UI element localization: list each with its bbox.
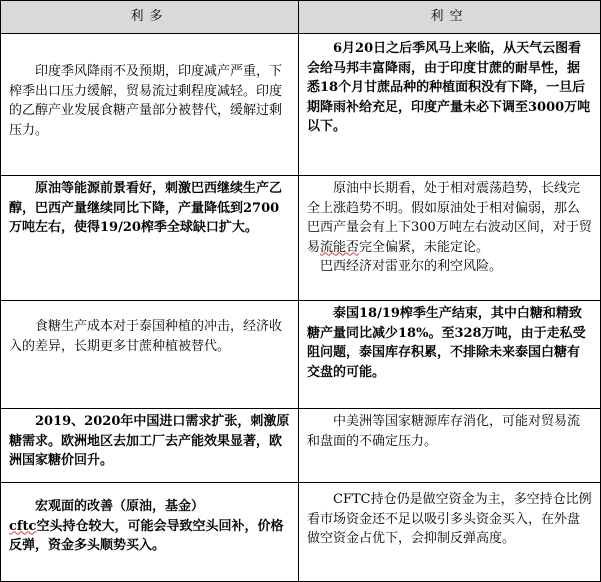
bearish-text: 6月20日之后季风马上来临，从天气云图看会给马邦丰富降雨，由于印度甘蔗的耐旱性，据悉18个月甘蔗品种的种植面积没有下降，一旦后期降雨补给充足，印度产量未必下调至3000万吨以下。: [307, 41, 591, 134]
bearish-cell: [299, 176, 601, 301]
bullish-text: 原油等能源前景看好，刺激巴西继续生产乙醇，巴西产量继续同比下降，产量降低到2700万吨左右，使得19/20榨季全球缺口扩大。: [9, 181, 283, 235]
bullish-cell: [1, 34, 299, 176]
bearish-cell: [299, 34, 601, 176]
bearish-text-part-b: 完全偏紧，未能定论。: [359, 239, 490, 255]
bullish-cell: [1, 301, 299, 409]
bearish-text-part-a: 原油中长期看，处于相对震荡趋势，长线完全上涨趋势不明。假如原油处于相对偏弱，那么巴西产量会有上下300万吨左右波动区间，对于贸易: [307, 181, 592, 255]
bullish-text: 食糖生产成本对于泰国种植的冲击，经济收入的差异，长期更多甘蔗种植被替代。: [9, 319, 283, 354]
bearish-text-2: 巴西经济对雷亚尔的利空风险。: [320, 259, 503, 274]
bearish-text: 中美洲等国家糖源库存消化，可能对贸易流和盘面的不确定压力。: [307, 414, 581, 449]
table-row: [1, 483, 601, 582]
table-row: [1, 301, 601, 409]
bullish-text-part-b: 空头持仓较大，可能会导致空头回补，价格反弹，资金多头顺势买入。: [9, 518, 284, 553]
bearish-text-underlined: 流能否: [320, 239, 360, 255]
bullish-cell: [1, 409, 299, 483]
table-row: [1, 409, 601, 483]
bearish-text: CFTC持仓仍是做空资金为主，多空持仓比例看市场资金还不足以吸引多头资金买入，在外盘做空资金占优下，会抑制反弹高度。: [307, 492, 592, 546]
bullish-text-2: [9, 517, 290, 556]
table-row: [1, 176, 601, 301]
bullish-cell: [1, 483, 299, 582]
header-row: [1, 1, 601, 34]
bearish-cell: [299, 483, 601, 582]
header-bearish: 利空: [299, 1, 601, 34]
header-bullish: 利多: [1, 1, 299, 34]
table-row: [1, 34, 601, 176]
bearish-cell: [299, 409, 601, 483]
bearish-cell: [299, 301, 601, 409]
bullish-cell: [1, 176, 299, 301]
bullish-text-1: 宏观面的改善（原油，基金）: [35, 499, 205, 514]
bullish-text-underlined: cftc: [9, 518, 37, 534]
bullish-text: 印度季风降雨不及预期，印度减产严重，下榨季出口压力缓解，贸易流过剩程度减轻。印度的乙醇产业发展食糖产量部分被替代，缓解过剩压力。: [9, 64, 283, 138]
bullish-text: 2019、2020年中国进口需求扩张，刺激原糖需求。欧洲地区去加工厂去产能效果显著，欧洲国家糖价回升。: [9, 414, 290, 468]
bearish-text: 泰国18/19榨季生产结束，其中白糖和精致糖产量同比减少18%。至328万吨，由于走私受阻问题，泰国库存积累，不排除未来泰国白糖有交盘的可能。: [307, 306, 586, 380]
bearish-text: [307, 179, 592, 257]
